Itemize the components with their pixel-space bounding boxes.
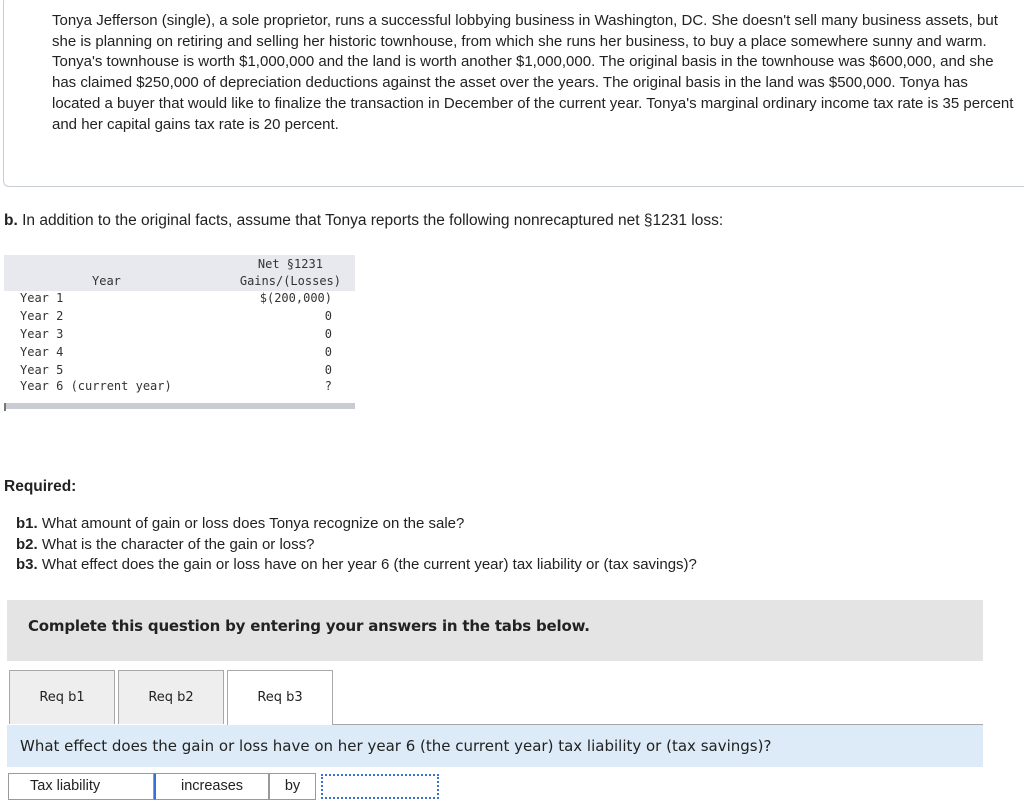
required-questions xyxy=(16,514,697,576)
table-row-value: 0 xyxy=(324,345,332,359)
table-row-year: Year 6 (current year) xyxy=(20,379,172,393)
by-label: by xyxy=(269,773,316,800)
problem-text: Tonya Jefferson (single), a sole proprietor, runs a successful lobbying business in Washington, DC. She doesn't sell many business assets, but she is planning on retiring and selling her historic townhouse, from which she runs her business, to buy a place somewhere sunny and warm. Tonya's townhouse is worth $1,000,000 and the land is worth another $1,000,000. The original basis in the townhouse was $600,000, and she has claimed $250,000 of depreciation deductions against the asset over the years. The original basis in the land was $500,000. Tonya has located a buyer that would like to finalize the transaction in December of the current year. Tonya's marginal ordinary income tax rate is 35 percent and her capital gains tax rate is 20 percent. xyxy=(52,12,1014,133)
question-band xyxy=(7,725,983,767)
instruction-band xyxy=(7,600,983,661)
column-header-net-line2: Gains/(Losses) xyxy=(239,274,341,288)
column-header-year: Year xyxy=(92,274,121,288)
table-row-year: Year 4 xyxy=(20,345,64,359)
question-label: b3. xyxy=(16,556,38,573)
part-b-text: In addition to the original facts, assume that Tonya reports the following nonrecaptured net §1231 loss: xyxy=(17,212,724,229)
table-row-value: 0 xyxy=(324,363,332,377)
column-header-net-1231 xyxy=(240,256,341,290)
tab-label: Req b1 xyxy=(39,690,85,705)
question-b1 xyxy=(16,514,697,535)
question-label: b2. xyxy=(16,535,38,553)
part-b-prompt xyxy=(4,212,723,230)
table-row-year: Year 1 xyxy=(20,291,64,305)
tab-req-b1[interactable] xyxy=(9,670,115,724)
question-text: What effect does the gain or loss have on her year 6 (the current year) tax liability or (tax savings)? xyxy=(37,556,697,573)
table-row-value: 0 xyxy=(324,327,332,341)
tab-label: Req b2 xyxy=(148,690,194,705)
column-header-net-line1: Net §1231 xyxy=(257,257,323,271)
table-bottom-rule xyxy=(4,403,355,409)
table-row-year: Year 2 xyxy=(20,309,64,323)
tab-label: Req b3 xyxy=(257,690,303,705)
active-question-text: What effect does the gain or loss have on her year 6 (the current year) tax liability or (tax savings)? xyxy=(20,737,772,755)
question-label: b1. xyxy=(16,515,38,532)
amount-input[interactable] xyxy=(321,774,439,799)
question-text: What is the character of the gain or loss? xyxy=(37,535,315,553)
table-row-year: Year 5 xyxy=(20,363,64,377)
table-left-tick xyxy=(4,403,6,411)
answer-row xyxy=(8,773,983,800)
answer-label: Tax liability xyxy=(8,773,154,800)
required-heading: Required: xyxy=(4,478,77,495)
question-b3 xyxy=(16,555,697,576)
table-row-value: 0 xyxy=(324,309,332,323)
part-b-label: b. xyxy=(4,212,18,229)
tab-req-b3[interactable] xyxy=(227,670,333,725)
table-row-value: ? xyxy=(324,379,332,393)
question-text: What amount of gain or loss does Tonya recognize on the sale? xyxy=(37,515,465,532)
section-1231-table xyxy=(4,255,355,411)
instruction-text: Complete this question by entering your answers in the tabs below. xyxy=(28,617,590,635)
tab-req-b2[interactable] xyxy=(118,670,224,724)
table-row-value: $(200,000) xyxy=(259,291,332,305)
question-b2 xyxy=(16,535,697,556)
effect-select[interactable]: increases xyxy=(154,773,269,800)
table-row-year: Year 3 xyxy=(20,327,64,341)
